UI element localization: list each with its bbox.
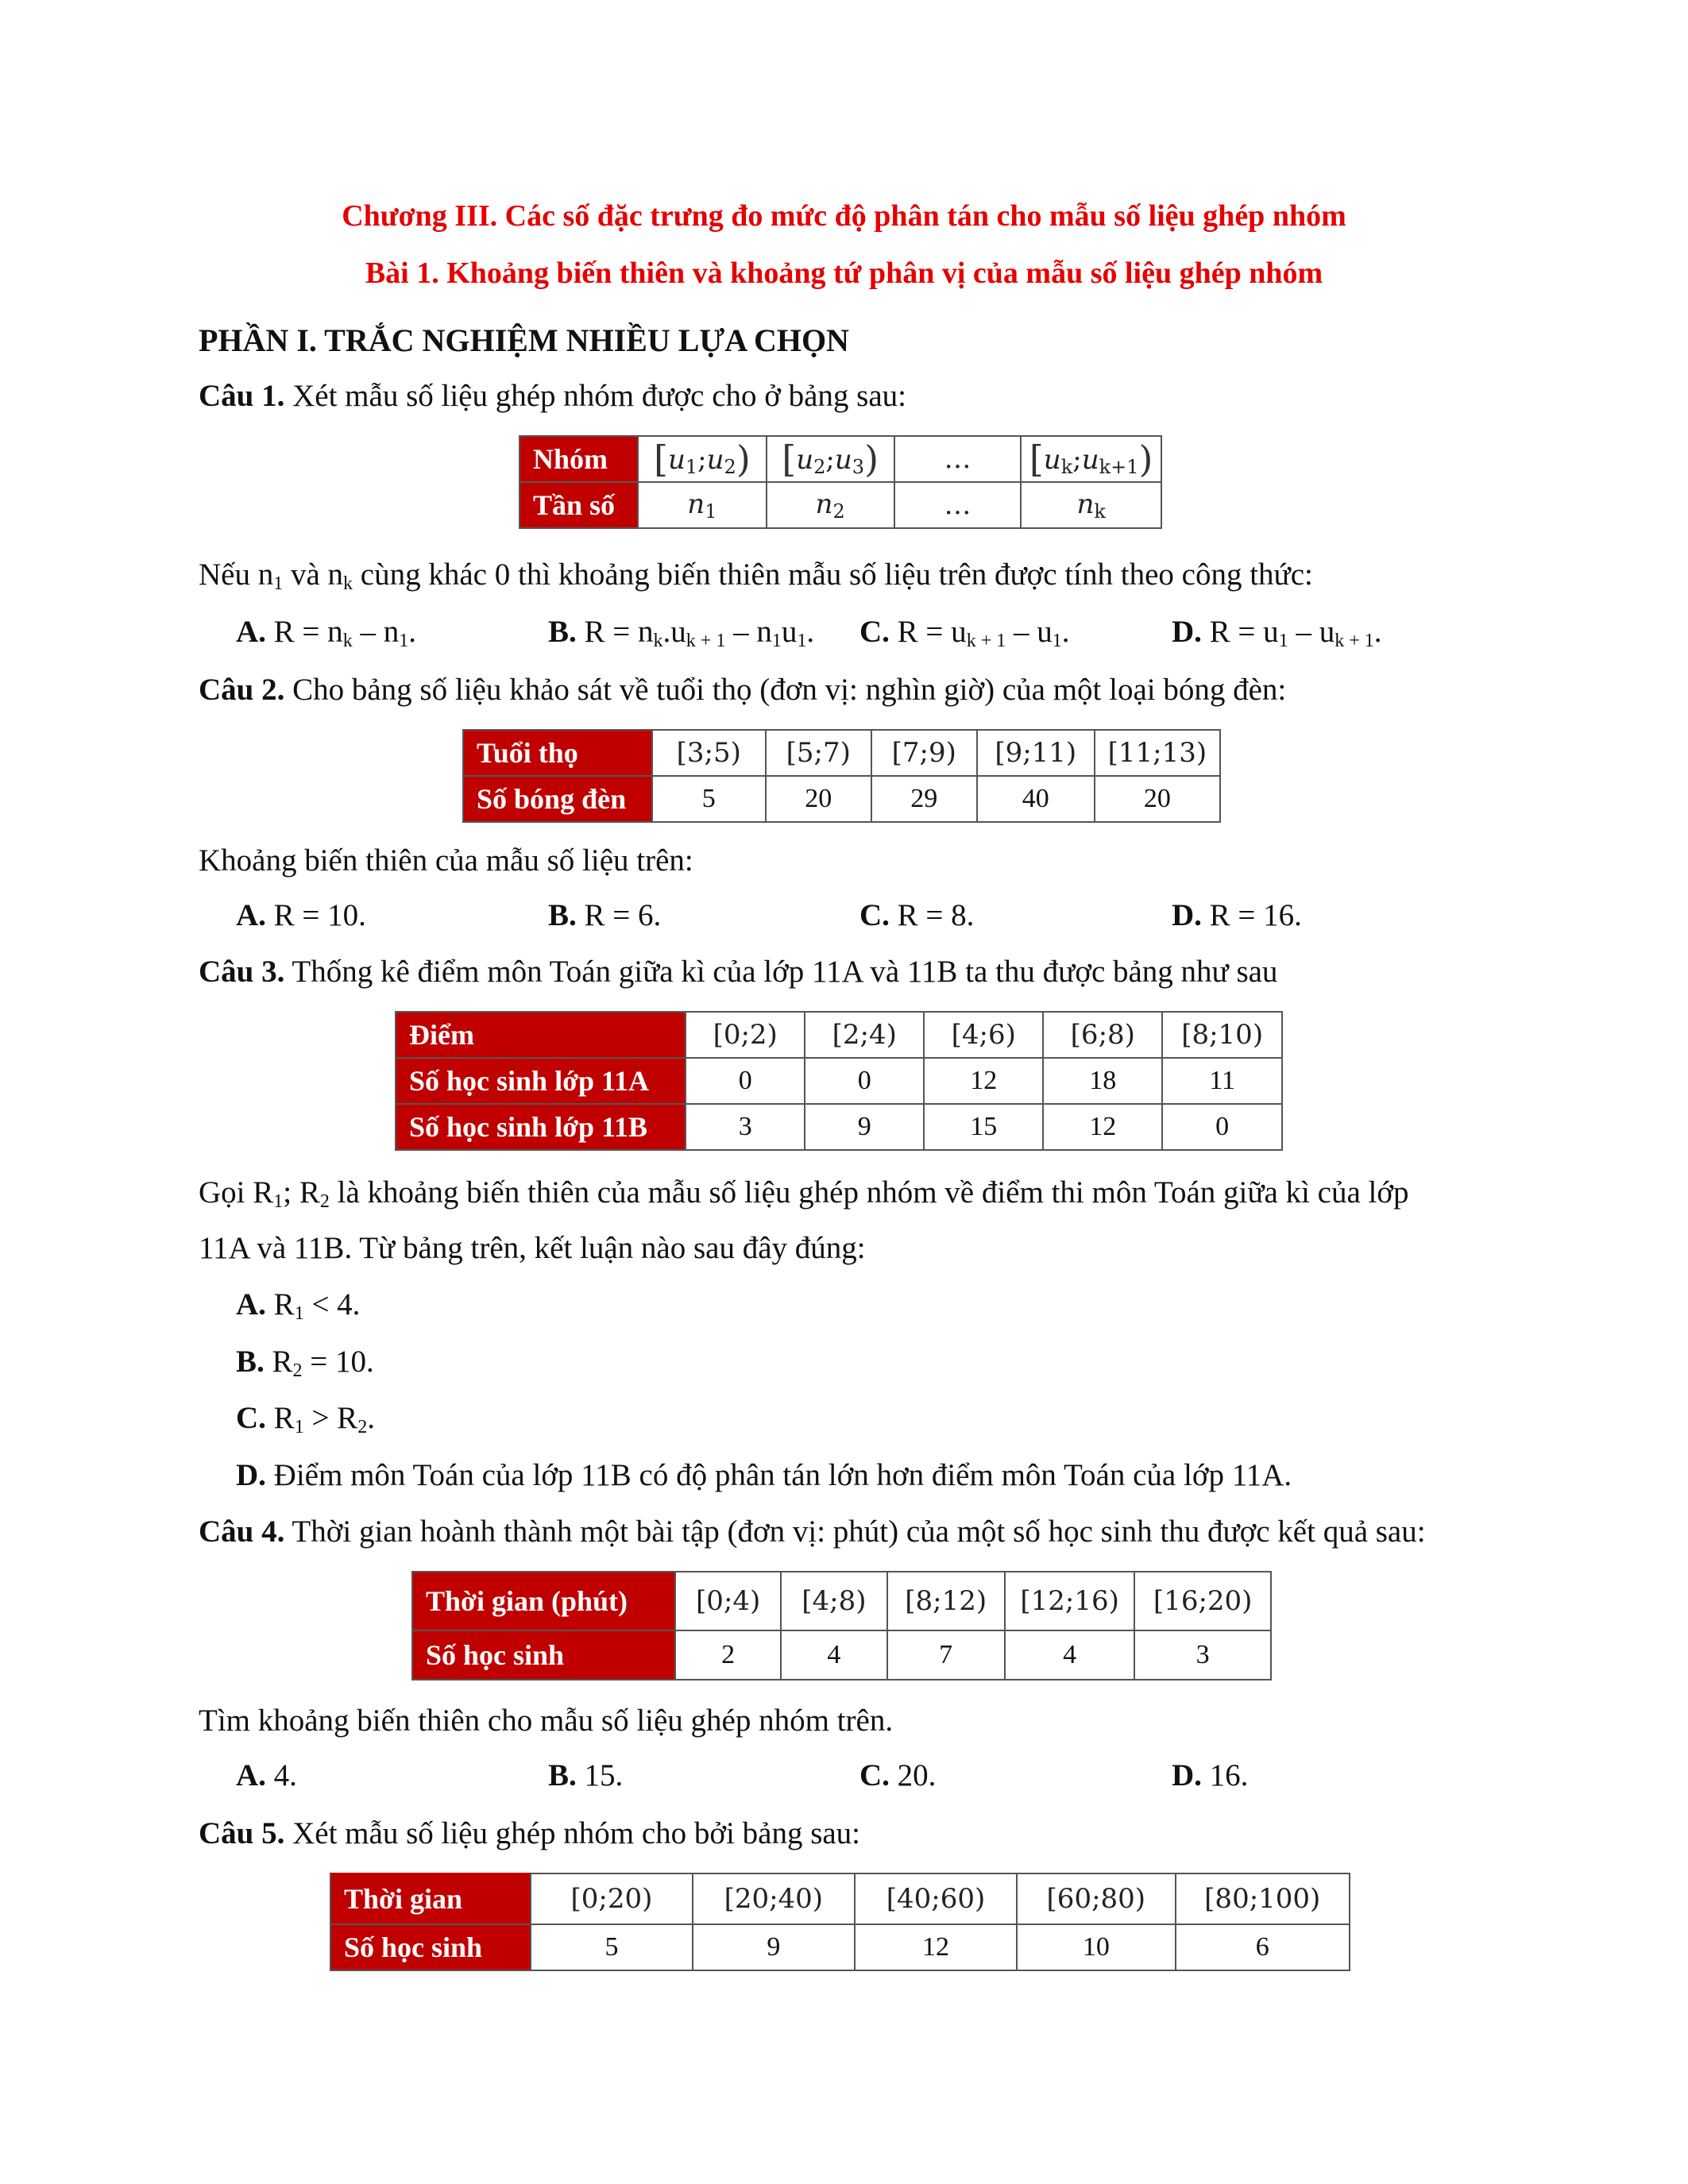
row-header: Thời gian <box>330 1873 531 1924</box>
q1-option-b[interactable]: B. $R = n_k.u_{k + 1} - n_1u_1$. <box>548 615 815 651</box>
table-cell: 10 <box>1017 1924 1175 1970</box>
table-cell: [3;5) <box>652 730 766 776</box>
question-label: Câu 2. <box>199 673 285 707</box>
table-row <box>463 730 1220 776</box>
q2-option-d[interactable]: D. R = 16. <box>1172 898 1302 932</box>
q1-option-a[interactable]: A. $R = n_k - n_1$. <box>236 615 416 651</box>
table-cell: … <box>894 436 1022 482</box>
question-text: Xét mẫu số liệu ghép nhóm cho bởi bảng sau: <box>292 1816 861 1850</box>
table-cell: 4 <box>781 1630 886 1680</box>
q4-table <box>411 1571 1272 1680</box>
table-cell: 6 <box>1176 1924 1350 1970</box>
table-cell: 9 <box>805 1104 924 1150</box>
table-cell: [7;9) <box>871 730 977 776</box>
row-header: Nhóm <box>520 436 638 482</box>
row-header: Điểm <box>396 1012 686 1058</box>
q3-text-line1: Gọi $R_1$; $R_2$ là khoảng biến thiên của mẫu số liệu ghép nhóm về điểm thi môn Toán giữa kì của lớp <box>199 1175 1409 1212</box>
table-cell: [6;8) <box>1043 1012 1162 1058</box>
table-cell: [8;10) <box>1162 1012 1282 1058</box>
q2-table <box>462 729 1221 823</box>
table-cell: [5;7) <box>766 730 871 776</box>
row-header: Tuổi thọ <box>463 730 652 776</box>
table-cell: 0 <box>1162 1104 1282 1150</box>
question-label: Câu 5. <box>199 1816 285 1850</box>
table-cell: 7 <box>887 1630 1005 1680</box>
table-row <box>412 1572 1271 1630</box>
table-cell: $n_k$ <box>1021 482 1161 528</box>
table-cell: [0;4) <box>675 1572 781 1630</box>
question-5 <box>199 1815 860 1853</box>
q1-condition: Nếu $n_1$ và $n_k$ cùng khác 0 thì khoảng biến thiên mẫu số liệu trên được tính theo công thức: <box>199 558 1313 594</box>
q3-option-b[interactable]: B. $R_2 = 10$. <box>236 1345 374 1381</box>
table-row <box>412 1630 1271 1680</box>
table-row <box>396 1104 1282 1150</box>
table-cell: 0 <box>805 1058 924 1104</box>
table-cell: 5 <box>531 1924 692 1970</box>
table-cell: [16;20) <box>1134 1572 1271 1630</box>
q4-option-b[interactable]: B. 15. <box>548 1758 624 1792</box>
question-4 <box>199 1513 1426 1551</box>
table-cell: [40;60) <box>855 1873 1017 1924</box>
question-text: Xét mẫu số liệu ghép nhóm được cho ở bảng sau: <box>292 379 907 413</box>
row-header: Số học sinh <box>412 1630 675 1680</box>
row-header: Số học sinh lớp 11B <box>396 1104 686 1150</box>
table-cell: 2 <box>675 1630 781 1680</box>
q4-option-d[interactable]: D. 16. <box>1172 1758 1249 1792</box>
table-cell: $n_1$ <box>638 482 766 528</box>
q2-option-b[interactable]: B. R = 6. <box>548 898 662 932</box>
table-cell: 12 <box>1043 1104 1162 1150</box>
q3-text-line2: 11A và 11B. Từ bảng trên, kết luận nào sau đây đúng: <box>199 1231 866 1265</box>
q4-option-c[interactable]: C. 20. <box>859 1758 937 1792</box>
table-cell: [2;4) <box>805 1012 924 1058</box>
question-text: Cho bảng số liệu khảo sát về tuổi thọ (đơn vị: nghìn giờ) của một loại bóng đèn: <box>292 673 1287 707</box>
row-header: Tần số <box>520 482 638 528</box>
table-cell: 3 <box>686 1104 805 1150</box>
table-cell: [8;12) <box>887 1572 1005 1630</box>
q4-option-a[interactable]: A. 4. <box>236 1758 297 1792</box>
chapter-title: Chương III. Các số đặc trưng đo mức độ phân tán cho mẫu số liệu ghép nhóm <box>342 199 1346 233</box>
q3-table <box>395 1011 1283 1151</box>
table-row <box>463 776 1220 822</box>
table-cell: $[u_k;u_{k+1})$ <box>1021 436 1161 482</box>
table-cell: [0;20) <box>531 1873 692 1924</box>
question-3 <box>199 953 1277 991</box>
table-cell: 29 <box>871 776 977 822</box>
table-row <box>330 1873 1350 1924</box>
table-cell: [12;16) <box>1005 1572 1135 1630</box>
table-cell: 40 <box>977 776 1095 822</box>
table-cell: 11 <box>1162 1058 1282 1104</box>
table-cell: 12 <box>855 1924 1017 1970</box>
table-cell: [20;40) <box>693 1873 855 1924</box>
table-cell: 9 <box>693 1924 855 1970</box>
table-cell: [4;8) <box>781 1572 886 1630</box>
table-row <box>396 1012 1282 1058</box>
q1-option-d[interactable]: D. $R = u_1 - u_{k + 1}$. <box>1172 615 1382 651</box>
q5-table <box>330 1873 1350 1971</box>
table-cell: [80;100) <box>1176 1873 1350 1924</box>
lesson-title: Bài 1. Khoảng biến thiên và khoảng tứ phân vị của mẫu số liệu ghép nhóm <box>365 257 1323 290</box>
q2-option-c[interactable]: C. R = 8. <box>859 898 975 932</box>
table-row <box>520 436 1161 482</box>
question-label: Câu 1. <box>199 379 285 413</box>
question-label: Câu 4. <box>199 1515 285 1549</box>
table-cell: [11;13) <box>1095 730 1220 776</box>
q4-question: Tìm khoảng biến thiên cho mẫu số liệu ghép nhóm trên. <box>199 1704 894 1738</box>
row-header: Số học sinh lớp 11A <box>396 1058 686 1104</box>
question-label: Câu 3. <box>199 955 285 989</box>
question-2 <box>199 671 1286 709</box>
q3-option-d[interactable]: D. Điểm môn Toán của lớp 11B có độ phân tán lớn hơn điểm môn Toán của lớp 11A. <box>236 1458 1292 1492</box>
q1-table <box>519 435 1162 529</box>
row-header: Thời gian (phút) <box>412 1572 675 1630</box>
table-row <box>396 1058 1282 1104</box>
table-row <box>330 1924 1350 1970</box>
table-cell: 20 <box>766 776 871 822</box>
section-title: PHẦN I. TRẮC NGHIỆM NHIỀU LỰA CHỌN <box>199 322 849 358</box>
table-cell: 15 <box>924 1104 1043 1150</box>
table-cell: $[u_1;u_2)$ <box>638 436 766 482</box>
table-cell: 12 <box>924 1058 1043 1104</box>
table-cell: 20 <box>1095 776 1220 822</box>
question-text: Thống kê điểm môn Toán giữa kì của lớp 11A và 11B ta thu được bảng như sau <box>292 955 1278 989</box>
row-header: Số bóng đèn <box>463 776 652 822</box>
table-cell: 3 <box>1134 1630 1271 1680</box>
table-cell: 5 <box>652 776 766 822</box>
table-cell: [9;11) <box>977 730 1095 776</box>
table-cell: $n_2$ <box>767 482 894 528</box>
table-cell: 0 <box>686 1058 805 1104</box>
table-cell: [60;80) <box>1017 1873 1175 1924</box>
question-1 <box>199 377 906 415</box>
q2-question: Khoảng biến thiên của mẫu số liệu trên: <box>199 843 693 878</box>
q3-option-a[interactable]: A. $R_1 < 4$. <box>236 1287 361 1324</box>
table-cell: 4 <box>1005 1630 1135 1680</box>
table-cell: … <box>894 482 1022 528</box>
table-cell: [4;6) <box>924 1012 1043 1058</box>
q2-option-a[interactable]: A. R = 10. <box>236 898 366 932</box>
table-row <box>520 482 1161 528</box>
q1-option-c[interactable]: C. $R = u_{k + 1} - u_1$. <box>859 615 1070 651</box>
table-cell: 18 <box>1043 1058 1162 1104</box>
question-text: Thời gian hoành thành một bài tập (đơn vị: phút) của một số học sinh thu được kết quả sau: <box>292 1515 1426 1549</box>
table-cell: [0;2) <box>686 1012 805 1058</box>
row-header: Số học sinh <box>330 1924 531 1970</box>
q3-option-c[interactable]: C. $R_1 > R_2$. <box>236 1401 375 1437</box>
table-cell: $[u_2;u_3)$ <box>767 436 894 482</box>
